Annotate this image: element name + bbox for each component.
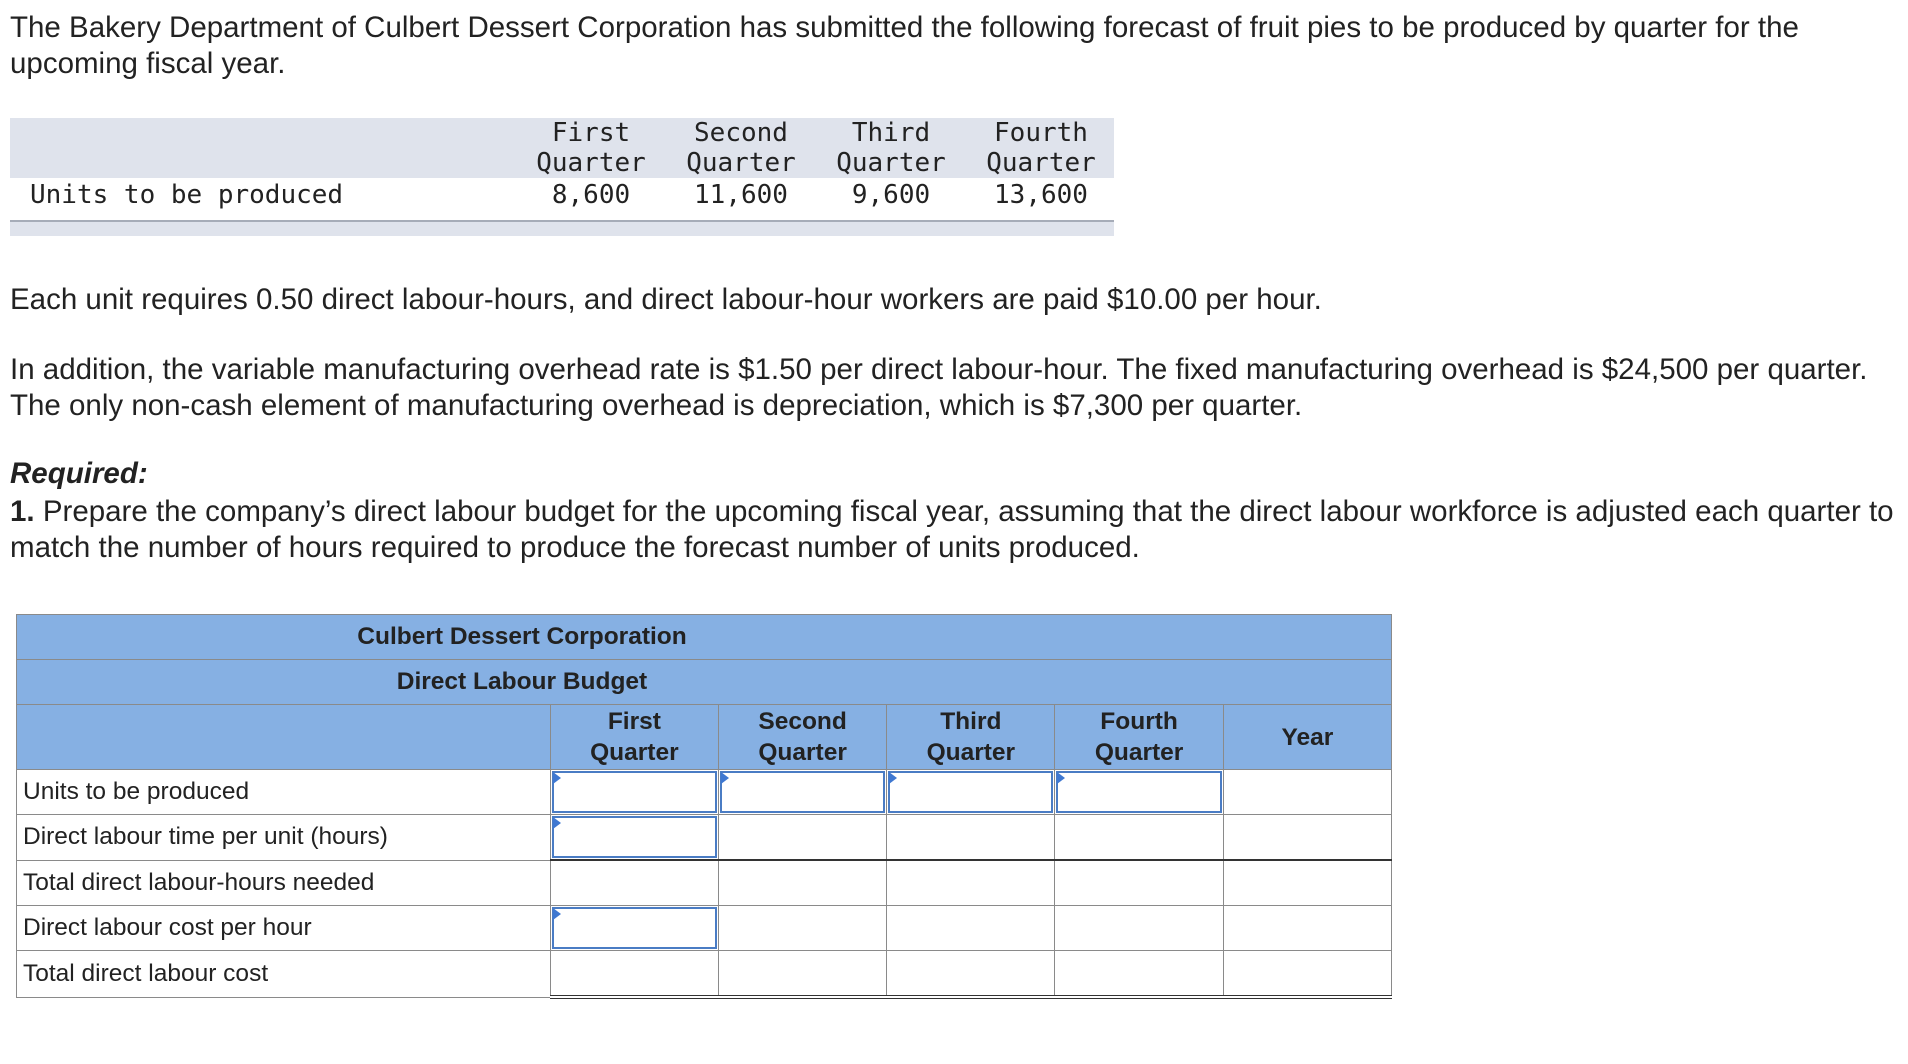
total-cost-year-cell (1223, 951, 1391, 998)
forecast-row-label: Units to be produced (30, 180, 344, 210)
forecast-value-third: 9,600 (851, 180, 931, 210)
forecast-header-first: First Quarter (536, 118, 646, 178)
column-header-year: Year (1223, 705, 1391, 770)
cost-per-hour-third-quarter-cell (887, 906, 1055, 951)
forecast-header-fourth: Fourth Quarter (986, 118, 1096, 178)
units-third-quarter-input[interactable] (887, 770, 1055, 815)
units-fourth-quarter-input[interactable] (1055, 770, 1223, 815)
total-hours-second-quarter-cell (719, 860, 887, 906)
cost-per-hour-first-quarter-input[interactable] (550, 906, 718, 951)
time-per-unit-third-quarter-cell (887, 815, 1055, 861)
row-label: Direct labour time per unit (hours) (17, 815, 551, 861)
total-hours-fourth-quarter-cell (1055, 860, 1223, 906)
forecast-bottom-rule (10, 220, 1114, 236)
row-label: Units to be produced (17, 770, 551, 815)
direct-labour-budget-table (16, 614, 1392, 999)
time-per-unit-second-quarter-cell (719, 815, 887, 861)
overhead-paragraph: In addition, the variable manufacturing overhead rate is $1.50 per direct labour-hour. The fixed manufacturing overhead is $24,500 per quarter. The only non-cash element of manufacturing overhead is depreciation, which is $7,300 per quarter. (10, 353, 1868, 422)
time-per-unit-fourth-quarter-cell (1055, 815, 1223, 861)
row-direct-labour-cost-per-hour (17, 906, 1392, 951)
intro-paragraph: The Bakery Department of Culbert Dessert Corporation has submitted the following forecast of fruit pies to be produced by quarter for the upcoming fiscal year. (10, 11, 1799, 80)
required-heading: Required: (10, 457, 148, 490)
row-label: Total direct labour cost (17, 951, 551, 998)
column-header-first: First Quarter (550, 705, 718, 770)
labour-paragraph: Each unit requires 0.50 direct labour-hours, and direct labour-hour workers are paid $10.00 per hour. (10, 283, 1322, 316)
row-direct-labour-time-per-unit (17, 815, 1392, 861)
cost-per-hour-year-cell (1223, 906, 1391, 951)
total-cost-second-quarter-cell (719, 951, 887, 998)
cost-per-hour-fourth-quarter-cell (1055, 906, 1223, 951)
row-total-direct-labour-cost (17, 951, 1392, 998)
total-hours-third-quarter-cell (887, 860, 1055, 906)
row-label: Total direct labour-hours needed (17, 860, 551, 906)
total-hours-year-cell (1223, 860, 1391, 906)
units-second-quarter-input[interactable] (719, 770, 887, 815)
company-name: Culbert Dessert Corporation (17, 615, 1392, 660)
budget-title: Direct Labour Budget (17, 660, 1392, 705)
row-label: Direct labour cost per hour (17, 906, 551, 951)
forecast-value-first: 8,600 (551, 180, 631, 210)
time-per-unit-first-quarter-input[interactable] (550, 815, 718, 861)
requirement-1 (10, 494, 1900, 566)
time-per-unit-year-cell (1223, 815, 1391, 861)
forecast-value-fourth: 13,600 (994, 180, 1088, 210)
forecast-value-second: 11,600 (694, 180, 788, 210)
total-cost-third-quarter-cell (887, 951, 1055, 998)
requirement-text: Prepare the company’s direct labour budget for the upcoming fiscal year, assuming that the direct labour workforce is adjusted each quarter to match the number of hours required to produce the forecast number of units produced. (10, 495, 1894, 564)
total-cost-first-quarter-cell (550, 951, 718, 998)
column-header-fourth: Fourth Quarter (1055, 705, 1223, 770)
company-row (17, 615, 1392, 660)
cost-per-hour-second-quarter-cell (719, 906, 887, 951)
units-first-quarter-input[interactable] (550, 770, 718, 815)
column-header-second: Second Quarter (719, 705, 887, 770)
column-header-row (17, 705, 1392, 770)
forecast-header-second: Second Quarter (686, 118, 796, 178)
budget-title-row (17, 660, 1392, 705)
forecast-header-third: Third Quarter (836, 118, 946, 178)
row-total-direct-labour-hours (17, 860, 1392, 906)
row-units-to-be-produced (17, 770, 1392, 815)
column-header-third: Third Quarter (887, 705, 1055, 770)
total-cost-fourth-quarter-cell (1055, 951, 1223, 998)
forecast-table (10, 118, 1114, 236)
requirement-number: 1. (10, 495, 35, 528)
column-header-blank (17, 705, 551, 770)
units-year-cell (1223, 770, 1391, 815)
total-hours-first-quarter-cell (550, 860, 718, 906)
